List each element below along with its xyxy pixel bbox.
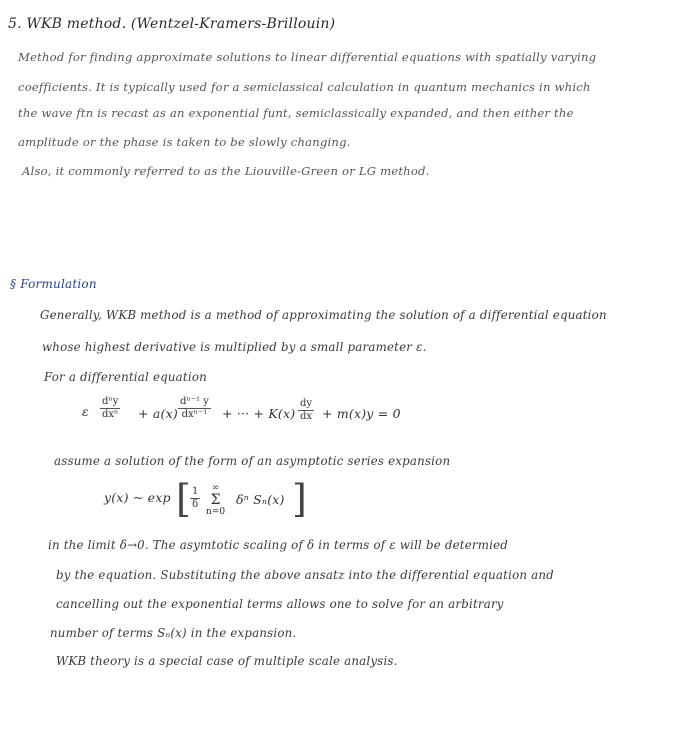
eq-fraction-3 xyxy=(298,398,314,423)
eq-term-3: + ··· + K(x) xyxy=(222,406,296,421)
eq-frac3-num: dy xyxy=(300,398,313,409)
eq-frac3-den: dx xyxy=(300,411,313,422)
formulation-line-1: Generally, WKB method is a method of approximating the solution of a differential equation xyxy=(40,308,607,322)
after-line-4: number of terms Sₙ(x) in the expansion. xyxy=(50,626,297,640)
eq-fraction-1 xyxy=(100,396,120,421)
after-line-5: WKB theory is a special case of multiple scale analysis. xyxy=(56,654,398,668)
intro-line-4: amplitude or the phase is taken to be slowly changing. xyxy=(18,135,351,149)
eq-term-2: + a(x) xyxy=(138,406,178,421)
formulation-line-2: whose highest derivative is multiplied by a small parameter ε. xyxy=(42,340,427,354)
ansatz-lhs: y(x) ~ exp xyxy=(104,490,171,505)
ansatz-prefix-den: δ xyxy=(192,499,199,510)
after-line-2: by the equation. Substituting the above ansatz into the differential equation and xyxy=(56,568,554,582)
eq-epsilon: ε xyxy=(82,404,89,419)
intro-line-3: the wave ftn is recast as an exponential funt, semiclassically expanded, and then either the xyxy=(18,106,574,120)
ansatz-sum xyxy=(206,483,225,517)
page-title: 5. WKB method. (Wentzel-Kramers-Brillouin) xyxy=(8,16,336,32)
assume-line: assume a solution of the form of an asymptotic series expansion xyxy=(54,454,451,468)
right-bracket: ] xyxy=(292,477,307,521)
sum-upper: ∞ xyxy=(211,483,220,493)
formulation-line-3: For a differential equation xyxy=(44,370,207,384)
intro-line-5: Also, it commonly referred to as the Liouville-Green or LG method. xyxy=(22,164,430,178)
eq-fraction-2 xyxy=(178,396,211,421)
ansatz-prefix-num: 1 xyxy=(192,486,199,497)
section-heading: § Formulation xyxy=(10,277,97,291)
after-line-3: cancelling out the exponential terms allows one to solve for an arbitrary xyxy=(56,597,504,611)
eq-frac1-den: dxⁿ xyxy=(102,409,119,420)
eq-frac1-num: dⁿy xyxy=(102,396,119,407)
left-bracket: [ xyxy=(176,477,191,521)
eq-term-4: + m(x)y = 0 xyxy=(322,406,401,421)
ansatz-rhs: δⁿ Sₙ(x) xyxy=(236,492,285,507)
sum-symbol: Σ xyxy=(210,492,221,508)
eq-frac2-den: dxⁿ⁻¹ xyxy=(181,409,208,420)
ansatz-prefix-fraction xyxy=(190,486,200,511)
eq-frac2-num: dⁿ⁻¹ y xyxy=(180,396,209,407)
intro-line-1: Method for finding approximate solutions to linear differential equations with spatially varying xyxy=(18,50,597,64)
after-line-1: in the limit δ→0. The asymtotic scaling of δ in terms of ε will be determied xyxy=(48,538,509,552)
sum-lower: n=0 xyxy=(206,507,226,517)
intro-line-2: coefficients. It is typically used for a semiclassical calculation in quantum mechanics in which xyxy=(18,80,591,94)
